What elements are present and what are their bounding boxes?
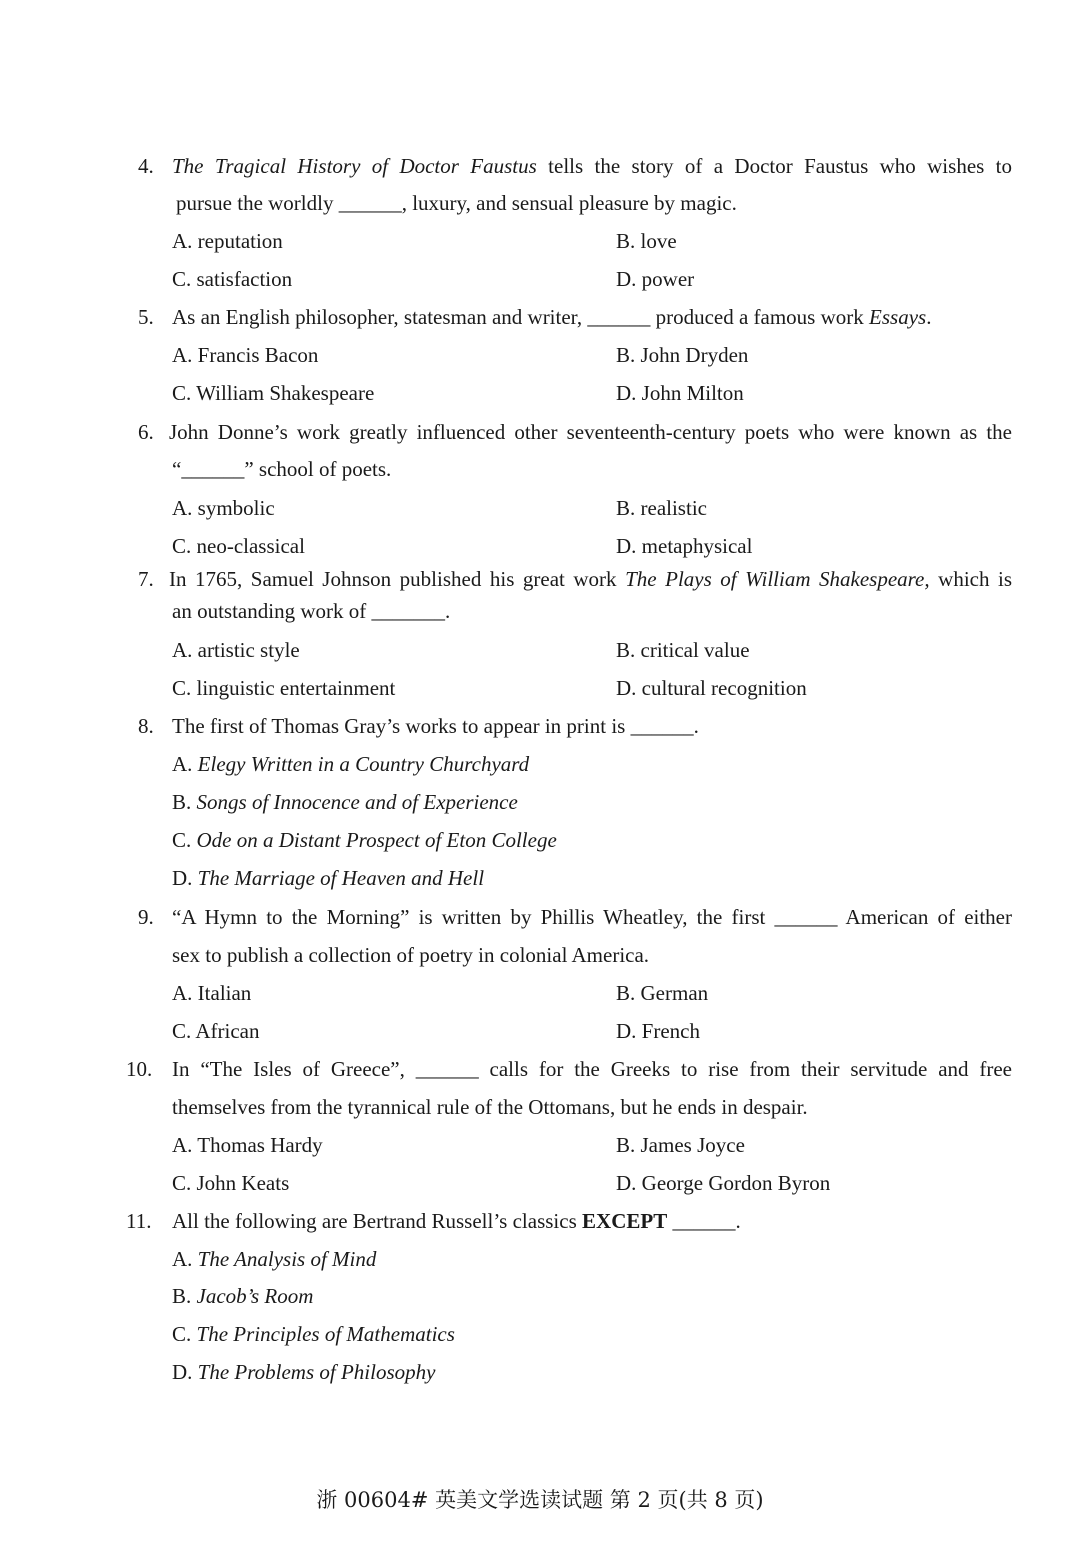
option-c: C. satisfaction bbox=[172, 267, 293, 291]
question-number: 6. bbox=[138, 420, 154, 444]
question-number: 5. bbox=[138, 305, 154, 329]
option-b: B. realistic bbox=[616, 496, 707, 520]
question-stem-cont: pursue the worldly ______, luxury, and sensual pleasure by magic. bbox=[176, 191, 737, 215]
option-d: D. George Gordon Byron bbox=[616, 1171, 831, 1195]
question-stem-cont: themselves from the tyrannical rule of the Ottomans, but he ends in despair. bbox=[172, 1095, 808, 1119]
question-stem: John Donne’s work greatly influenced other seventeenth-century poets who were known as the bbox=[169, 420, 1012, 444]
option-c: C. linguistic entertainment bbox=[172, 676, 396, 700]
option-b: B. German bbox=[616, 981, 709, 1005]
option-d: D. The Problems of Philosophy bbox=[172, 1360, 436, 1384]
option-b: B. love bbox=[616, 229, 677, 253]
question-number: 9. bbox=[138, 905, 154, 929]
option-a: A. Francis Bacon bbox=[172, 343, 319, 367]
option-a: A. Elegy Written in a Country Churchyard bbox=[172, 752, 530, 776]
option-d: D. John Milton bbox=[616, 381, 744, 405]
option-a: A. Thomas Hardy bbox=[172, 1133, 323, 1157]
question-stem: In “The Isles of Greece”, ______ calls for the Greeks to rise from their servitude and free bbox=[172, 1057, 1012, 1081]
option-d: D. French bbox=[616, 1019, 700, 1043]
question-stem-cont: sex to publish a collection of poetry in colonial America. bbox=[172, 943, 650, 967]
option-d: D. The Marriage of Heaven and Hell bbox=[172, 866, 485, 890]
option-c: C. William Shakespeare bbox=[172, 381, 375, 405]
question-number: 4. bbox=[138, 154, 154, 178]
option-b: B. critical value bbox=[616, 638, 750, 662]
option-a: A. reputation bbox=[172, 229, 283, 253]
option-d: D. power bbox=[616, 267, 695, 291]
question-number: 11. bbox=[126, 1209, 152, 1233]
option-b: B. Jacob’s Room bbox=[172, 1284, 314, 1308]
option-c: C. John Keats bbox=[172, 1171, 290, 1195]
option-a: A. artistic style bbox=[172, 638, 300, 662]
question-stem-cont: an outstanding work of _______. bbox=[172, 599, 451, 623]
question-stem: The first of Thomas Gray’s works to appear in print is ______. bbox=[172, 714, 699, 738]
option-a: A. symbolic bbox=[172, 496, 275, 520]
option-c: C. Ode on a Distant Prospect of Eton College bbox=[172, 828, 557, 852]
question-stem: “A Hymn to the Morning” is written by Phillis Wheatley, the first ______ American of either bbox=[172, 905, 1012, 929]
option-b: B. James Joyce bbox=[616, 1133, 745, 1157]
question-number: 7. bbox=[138, 567, 154, 591]
question-stem: As an English philosopher, statesman and writer, ______ produced a famous work Essays. bbox=[172, 305, 932, 329]
question-stem: All the following are Bertrand Russell’s classics EXCEPT ______. bbox=[172, 1209, 741, 1233]
page-footer: 浙 00604# 英美文学选读试题 第 2 页(共 8 页) bbox=[316, 1488, 764, 1512]
question-stem: In 1765, Samuel Johnson published his great work The Plays of William Shakespeare, which is bbox=[169, 567, 1013, 591]
option-b: B. Songs of Innocence and of Experience bbox=[172, 790, 518, 814]
question-number: 8. bbox=[138, 714, 154, 738]
question-stem-cont: “______” school of poets. bbox=[172, 457, 392, 481]
question-stem: The Tragical History of Doctor Faustus tells the story of a Doctor Faustus who wishes to bbox=[172, 154, 1012, 178]
option-c: C. The Principles of Mathematics bbox=[172, 1322, 455, 1346]
option-d: D. cultural recognition bbox=[616, 676, 807, 700]
option-a: A. The Analysis of Mind bbox=[172, 1247, 377, 1271]
option-d: D. metaphysical bbox=[616, 534, 753, 558]
option-c: C. African bbox=[172, 1019, 260, 1043]
option-b: B. John Dryden bbox=[616, 343, 749, 367]
option-a: A. Italian bbox=[172, 981, 252, 1005]
question-number: 10. bbox=[126, 1057, 153, 1081]
option-c: C. neo-classical bbox=[172, 534, 305, 558]
